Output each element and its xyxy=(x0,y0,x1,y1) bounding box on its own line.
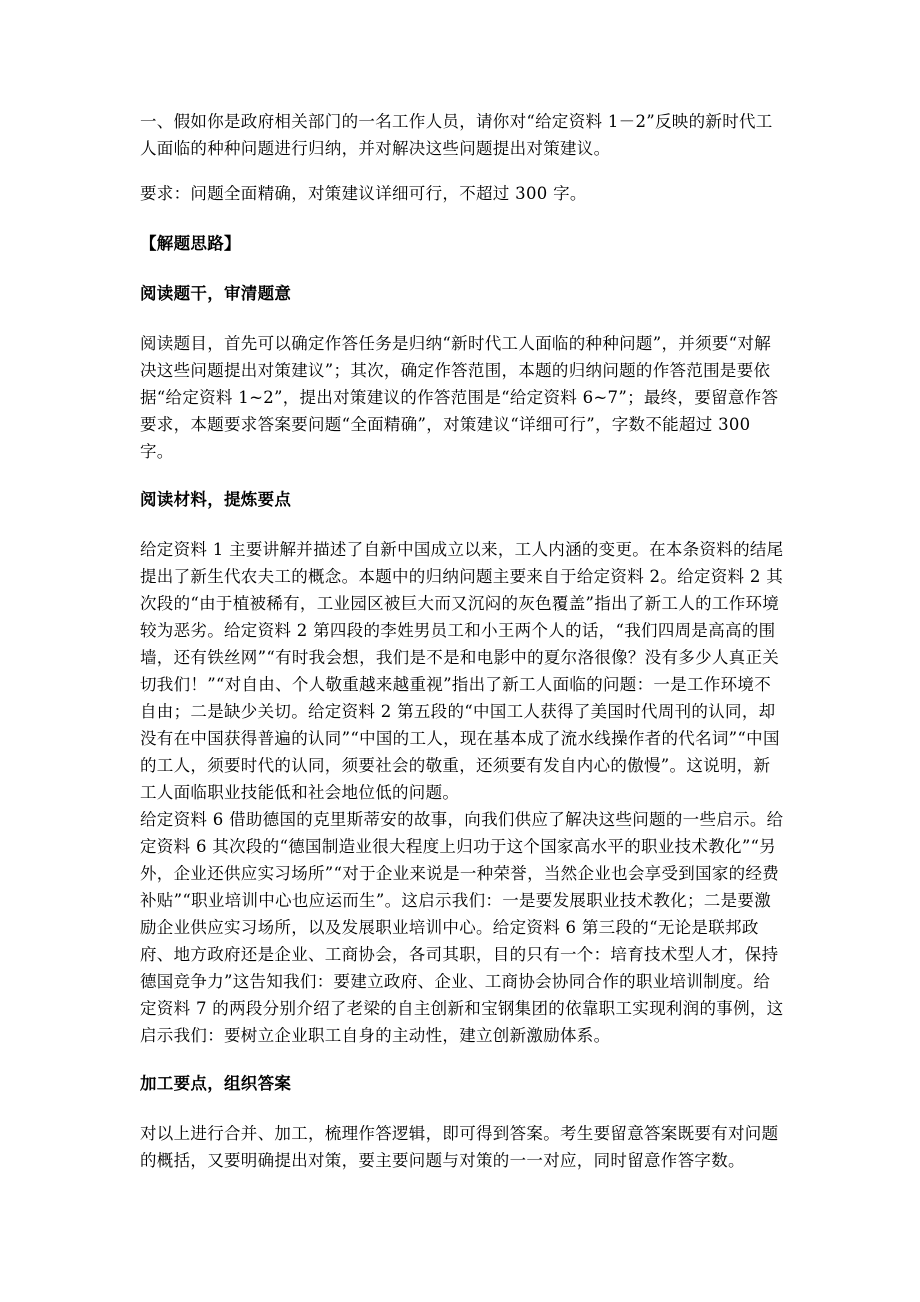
question-paragraph: 一、假如你是政府相关部门的一名工作人员，请你对“给定资料 1－2”反映的新时代工人面临的种种问题进行归纳，并对解决这些问题提出对策建议。 xyxy=(140,112,773,158)
section2-body-part2: 给定资料 6 借助德国的克里斯蒂安的故事，向我们供应了解决这些问题的一些启示。给定资料 6 其次段的“德国制造业很大程度上归功于这个国家高水平的职业技术教化”“另外，企业还供应实习场所”“对于企业来说是一种荣誉，当然企业也会享受到国家的经费补贴”“职业培训中心也应运而生”。这启示我们：一是要发展职业技术教化；二是要激励企业供应实习场所，以及发展职业培训中心。给定资料 6 第三段的“无论是联邦政府、地方政府还是企业、工商协会，各司其职，目的只有一个：培育技术型人才，保持德国竞争力”这告知我们：要建立政府、企业、工商协会协同合作的职业培训制度。给定资料 7 的两段分别介绍了老梁的自主创新和宝钢集团的依靠职工实现利润的事例，这启示我们：要树立企业职工自身的主动性，建立创新激励体系。 xyxy=(140,810,784,1045)
section1-heading: 阅读题干，审清题意 xyxy=(140,284,292,303)
section1-body: 阅读题目，首先可以确定作答任务是归纳“新时代工人面临的种种问题”，并须要“对解决这些问题提出对策建议”；其次，确定作答范围，本题的归纳问题的作答范围是要依据“给定资料 1~2”，提出对策建议的作答范围是“给定资料 6~7”；最终，要留意作答要求，本题要求答案要问题“全面精确”，对策建议“详细可行”，字数不能超过 300 字。 xyxy=(140,334,779,461)
requirement-paragraph: 要求：问题全面精确，对策建议详细可行，不超过 300 字。 xyxy=(140,184,587,203)
section2-body-part1: 给定资料 1 主要讲解并描述了自新中国成立以来，工人内涵的变更。在本条资料的结尾提出了新生代农夫工的概念。本题中的归纳问题主要来自于给定资料 2。给定资料 2 其次段的“由于植被稀有，工业园区被巨大而又沉闷的灰色覆盖”指出了新工人的工作环境较为恶劣。给定资料 2 第四段的李姓男员工和小王两个人的话，“我们四周是高高的围墙，还有铁丝网”“有时我会想，我们是不是和电影中的夏尔洛很像？没有多少人真正关切我们！”“对自由、个人敬重越来越重视”指出了新工人面临的问题：一是工作环境不自由；二是缺少关切。给定资料 2 第五段的“中国工人获得了美国时代周刊的认同，却没有在中国获得普遍的认同”“中国的工人，现在基本成了流水线操作者的代名词”“中国的工人，须要时代的认同，须要社会的敬重，还须要有发自内心的傲慢”。这说明，新工人面临职业技能低和社会地位低的问题。 xyxy=(140,540,784,802)
solution-heading: 【解题思路】 xyxy=(140,234,241,253)
section2-heading: 阅读材料，提炼要点 xyxy=(140,490,292,509)
document-content xyxy=(140,108,785,1174)
section3-body: 对以上进行合并、加工，梳理作答逻辑，即可得到答案。考生要留意答案既要有对问题的概括，又要明确提出对策，要主要问题与对策的一一对应，同时留意作答字数。 xyxy=(140,1124,779,1170)
section3-heading: 加工要点，组织答案 xyxy=(140,1074,292,1093)
